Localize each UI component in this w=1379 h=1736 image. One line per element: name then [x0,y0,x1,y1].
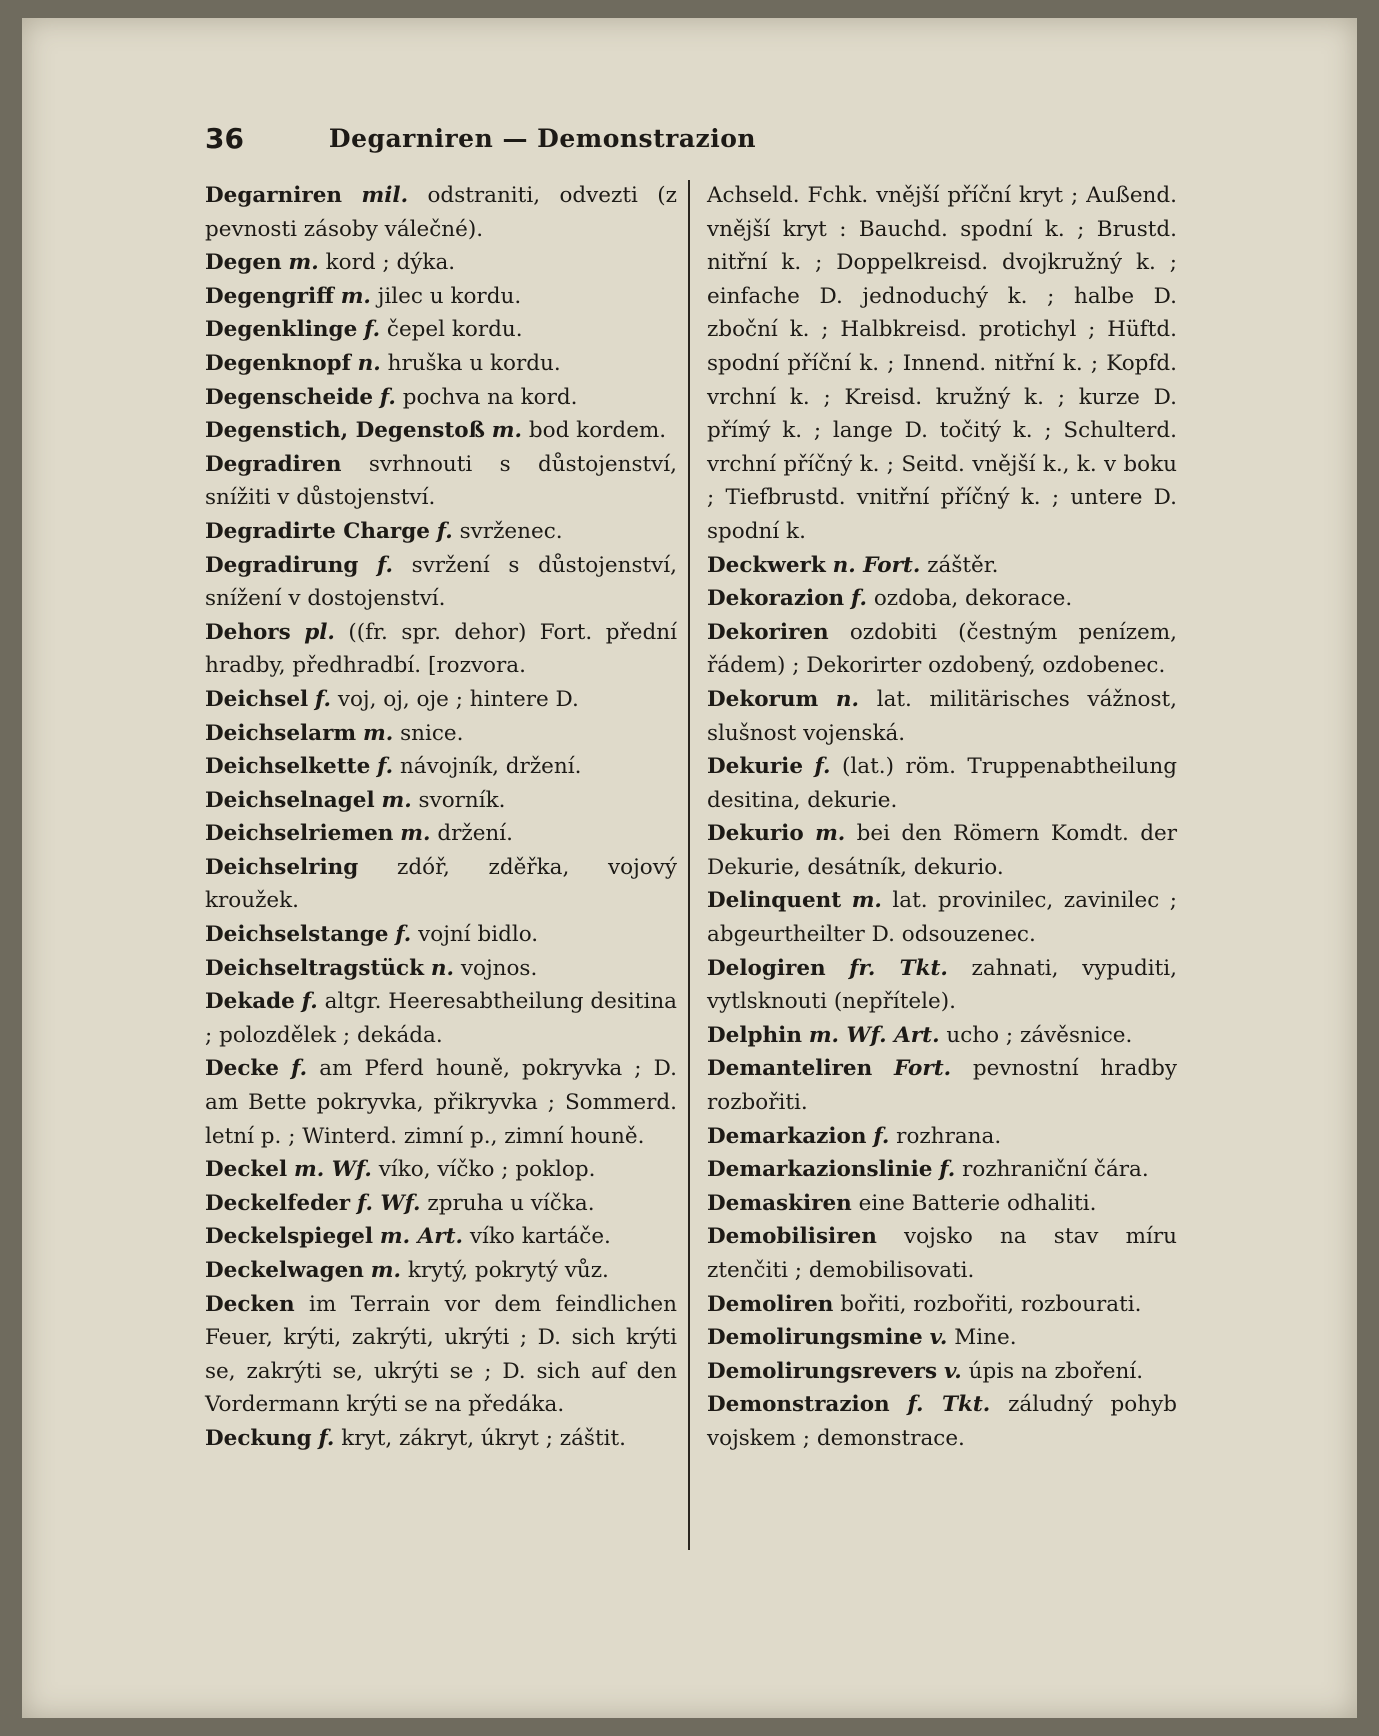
headword: Deichsel [205,686,309,712]
definition: odstraniti, odvezti (z pevnosti zásoby válečné). [205,183,677,242]
headword: Demolirungsmine [707,1325,923,1351]
dictionary-entry [205,952,677,986]
grammar-label: m. [491,418,523,444]
headword: Deichseltragstück [205,955,425,981]
grammar-label: m. [370,1258,402,1283]
headword: Dekurie [707,754,804,780]
definition: vojní bidlo. [418,922,539,948]
dictionary-entry [205,246,677,280]
definition: držení. [437,821,513,847]
definition: čepel kordu. [386,317,523,343]
grammar-label: f. [851,586,867,612]
grammar-label: mil. [361,183,409,208]
grammar-label: m. [340,283,371,309]
grammar-label: f. [291,1056,308,1082]
dictionary-entry [205,985,677,1052]
dictionary-entry [205,347,677,381]
definition: Mine. [954,1325,1017,1351]
definition: rozhraniční čára. [962,1157,1149,1183]
definition: lat. militärisches vážnost, slušnost vojenská. [707,686,1178,746]
grammar-label: f. [318,1425,335,1451]
grammar-label: f. [939,1157,956,1183]
headword: Degenstich, Degenstoß [205,418,485,444]
dictionary-entry [707,1288,1177,1322]
dictionary-entry [205,817,677,851]
definition: svrhnouti s důstojenství, snížiti v důstojenství. [205,451,678,511]
grammar-label: f. [814,754,831,780]
dictionary-entry [707,1321,1177,1355]
definition: eine Batterie odhaliti. [858,1190,1097,1216]
grammar-label: f. [315,686,331,712]
definition: ((fr. spr. dehor) Fort. přední hradby, předhradbí. [rozvora. [205,619,677,679]
definition: úpis na zboření. [968,1358,1144,1384]
dictionary-entry [707,750,1177,817]
definition: zdóř, zděřka, vojový kroužek. [205,854,678,914]
definition: bořiti, rozbořiti, rozbourati. [840,1291,1142,1317]
dictionary-entry [205,179,677,246]
dictionary-entry [707,582,1177,616]
dictionary-entry [707,549,1177,583]
grammar-label: f. [377,754,394,780]
dictionary-entry [707,1187,1177,1221]
page-number: 36 [205,122,244,155]
headword: Decken [205,1291,295,1317]
definition: pochva na kord. [402,384,578,410]
dictionary-entry [205,918,677,952]
headword: Decke [205,1056,279,1082]
grammar-label: Fort. [893,1056,952,1082]
page-header [205,122,880,162]
definition: im Terrain vor dem feindlichen Feuer, krýti, zakrýti, ukrýti ; D. sich krýti se, zakrýti se, ukrýti se ; D. sich auf den Vordermann krýti se na předáka. [205,1291,677,1418]
grammar-label: v. [943,1358,962,1384]
grammar-label: f. [377,552,393,578]
running-title: Degarniren — Demonstrazion [328,124,757,153]
grammar-label: m. [851,888,882,914]
headword: Deichselkette [205,754,371,780]
dictionary-entry [707,616,1177,683]
dictionary-entry [707,884,1177,951]
headword: Deichselarm [205,720,357,746]
headword: Dehors [205,619,291,645]
definition: zahnati, vypuditi, vytlsknouti (nepřítele). [707,955,1177,1015]
grammar-label: fr. Tkt. [849,955,948,981]
dictionary-entry [205,717,677,751]
headword: Degenklinge [205,317,358,343]
headword: Delphin [707,1022,802,1048]
headword: Demarkazionslinie [707,1157,933,1183]
headword: Dekurio [707,821,804,847]
headword: Dekorazion [707,586,845,612]
headword: Demonstrazion [707,1392,890,1418]
dictionary-entry [205,784,677,818]
dictionary-entry [707,1220,1177,1287]
dictionary-entry [205,414,677,448]
grammar-label: v. [929,1325,948,1351]
definition: kord ; dýka. [325,250,456,276]
definition: pevnostní hradby rozbořiti. [707,1056,1177,1116]
grammar-label: f. [379,384,396,410]
headword: Demobilisiren [707,1224,877,1250]
headword: Degradirte Charge [205,518,430,544]
definition: svrženec. [459,518,563,544]
definition: zpruha u víčka. [427,1190,595,1216]
dictionary-entry [205,851,677,918]
definition: krytý, pokrytý vůz. [407,1258,609,1283]
dictionary-entry [205,616,677,683]
dictionary-entry [707,1052,1177,1119]
headword: Demolirungsrevers [707,1358,938,1384]
definition: jilec u kordu. [377,283,522,309]
definition: záštěr. [927,552,999,578]
dictionary-entry [707,1153,1177,1187]
headword: Degen [205,250,282,276]
headword: Deckel [205,1157,288,1183]
headword: Degenscheide [205,384,374,410]
headword: Demarkazion [707,1123,867,1149]
definition: (lat.) röm. Truppenabtheilung desitina, dekurie. [707,754,1177,813]
grammar-label: pl. [304,619,335,645]
definition: svorník. [418,787,506,813]
definition: kryt, zákryt, úkryt ; záštit. [341,1425,626,1451]
headword: Deckelspiegel [205,1224,374,1250]
headword: Deichselstange [205,922,389,948]
headword: Deichselnagel [205,787,375,813]
dictionary-entry [205,1052,677,1153]
definition: vojsko na stav míru ztenčiti ; demobilisovati. [707,1224,1177,1283]
headword: Degenknopf [205,350,351,376]
headword: Demoliren [707,1291,834,1317]
dictionary-entry [205,515,677,549]
grammar-label: f. [364,317,381,343]
dictionary-entry [707,1355,1177,1389]
grammar-label: f. [873,1123,890,1149]
grammar-label: m. [288,250,319,276]
headword: Deckelfeder [205,1190,351,1216]
definition: ozdoba, dekorace. [873,586,1073,612]
definition: záludný pohyb vojskem ; demonstrace. [707,1392,1177,1451]
headword: Degradiren [205,451,342,477]
dictionary-entry [205,750,677,784]
headword: Demaskiren [707,1190,852,1216]
headword: Deichselring [205,854,359,880]
headword: Deichselriemen [205,821,394,847]
definition: ucho ; závěsnice. [946,1022,1133,1048]
grammar-label: f. Wf. [356,1190,421,1216]
dictionary-entry [707,952,1177,1019]
headword: Dekoriren [707,619,829,645]
dictionary-entry [205,683,677,717]
headword: Deckelwagen [205,1258,364,1283]
definition: snice. [400,720,464,746]
dictionary-entry [707,1388,1177,1455]
grammar-label: m. [363,720,394,746]
dictionary-entry [205,381,677,415]
definition: návojník, držení. [399,754,582,780]
headword: Deckwerk [707,552,826,578]
grammar-label: m. [381,787,412,813]
definition: bod kordem. [528,418,667,444]
grammar-label: n. [430,955,455,981]
dictionary-entry [205,1254,677,1288]
dictionary-entry [205,1220,677,1254]
definition: víko kartáče. [469,1224,611,1250]
headword: Delinquent [707,888,842,914]
definition: víko, víčko ; poklop. [378,1157,596,1183]
definition: rozhrana. [896,1123,1002,1149]
left-column [205,179,677,1456]
headword: Degarniren [205,183,343,208]
headword: Degradirung [205,552,359,578]
definition: hruška u kordu. [387,350,561,376]
headword: Dekorum [707,686,819,712]
headword: Delogiren [707,955,826,981]
grammar-label: m. [815,821,846,847]
headword: Demanteliren [707,1056,873,1082]
dictionary-entry [205,1187,677,1221]
grammar-label: m. Art. [379,1224,464,1250]
grammar-label: f. [436,518,453,544]
right-column [707,179,1177,1456]
dictionary-entry [205,313,677,347]
grammar-label: n. [835,686,860,712]
column-divider [688,180,690,1550]
definition: Achseld. Fchk. vnější příční kryt ; Außend. vnější kryt : Bauchd. spodní k. ; Brustd. nitřní k. ; Doppelkreisd. dvojkružný k. ; einfache D. jednoduchý k. ; halbe D. zboční k. ; Halbkreisd. protichyl ; Hüftd. spodní příční k. ; Innend. nitřní k. ; Kopfd. vrchní k. ; Kreisd. kružný k. ; kurze D. přímý k. ; lange D. točitý k. ; Schulterd. vrchní příčný k. ; Seitd. vnější k., k. v boku ; Tiefbrustd. vnitřní příčný k. ; untere D. spodní k. [707,183,1177,544]
definition: ozdobiti (čestným penízem, řádem) ; Dekorirter ozdobený, ozdobenec. [707,619,1177,679]
dictionary-entry [707,817,1177,884]
definition: altgr. Heeresabtheilung desitina ; polozdělek ; dekáda. [205,989,677,1048]
dictionary-entry [707,179,1177,549]
grammar-label: f. [395,922,412,948]
grammar-label: f. Tkt. [907,1392,991,1418]
definition: am Pferd houně, pokryvka ; D. am Bette pokryvka, přikryvka ; Sommerd. letní p. ; Winterd. zimní p., zimní houně. [205,1056,677,1149]
dictionary-entry [205,1288,677,1422]
headword: Deckung [205,1425,312,1451]
definition: bei den Römern Komdt. der Dekurie, desátník, dekurio. [707,821,1178,880]
definition: voj, oj, oje ; hintere D. [337,686,579,712]
definition: lat. provinilec, zavinilec ; abgeurtheilter D. odsouzenec. [707,888,1177,948]
definition: vojnos. [460,955,538,981]
grammar-label: m. Wf. Art. [808,1022,940,1048]
dictionary-entry [205,549,677,616]
grammar-label: n. [357,350,381,376]
dictionary-entry [707,1019,1177,1053]
headword: Degengriff [205,283,334,309]
definition: svržení s důstojenství, snížení v dostojenství. [205,552,677,612]
dictionary-entry [205,448,677,515]
grammar-label: m. Wf. [294,1157,372,1183]
dictionary-entry [205,1422,677,1456]
headword: Dekade [205,989,295,1015]
dictionary-entry [707,1120,1177,1154]
grammar-label: m. [400,821,431,847]
grammar-label: f. [301,989,318,1015]
grammar-label: n. Fort. [832,552,921,578]
dictionary-entry [205,280,677,314]
dictionary-entry [707,683,1177,750]
dictionary-entry [205,1153,677,1187]
